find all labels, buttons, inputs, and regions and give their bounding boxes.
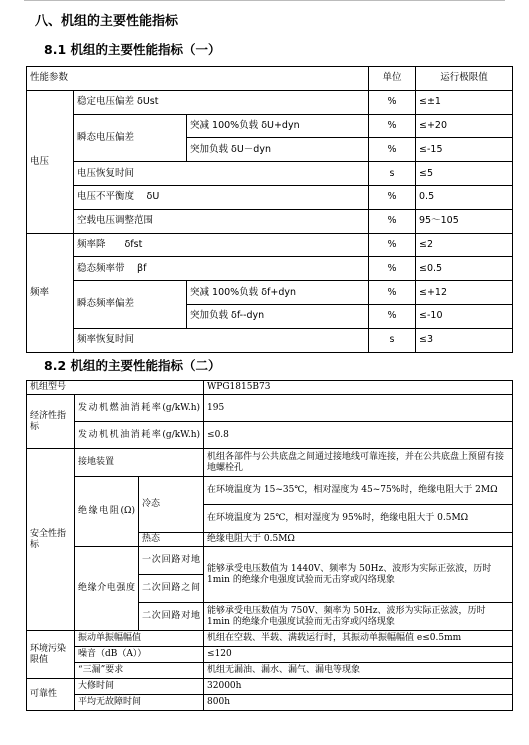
table-row [27,209,513,233]
value-cell: ≤3 [416,328,513,352]
group-voltage: 电压 [27,90,74,233]
table-row [27,381,513,395]
value-cell: ≤2 [416,233,513,257]
fuel-label: 发动机燃油消耗率(g/kW.h) [75,395,204,422]
table-row [27,679,513,695]
table-row [27,695,513,711]
table-row [27,449,513,477]
safety-label: 安全性指标 [27,449,75,631]
param-cell: 瞬态电压偏差 [74,114,187,162]
table-row [27,90,513,114]
unit-cell: % [369,304,416,328]
overhaul-value: 32000h [204,679,513,695]
table-row [27,281,513,305]
value-cell: ≤-10 [416,304,513,328]
economy-label: 经济性指标 [27,395,75,449]
unit-cell: % [369,257,416,281]
chapter-heading: 八、机组的主要性能指标 [35,14,179,29]
unit-cell: % [369,209,416,233]
table-row [27,162,513,186]
leak-value: 机组无漏油、漏水、漏气、漏电等现象 [204,663,513,679]
circuit2-label: 二次回路之间 [139,575,204,603]
param-cell: 电压恢复时间 [74,162,369,186]
hot-value: 绝缘电阻大于 0.5MΩ [204,533,513,547]
value-cell: ≤+20 [416,114,513,138]
noise-label: 噪音（dB（A）） [75,647,204,663]
model-value: WPG1815B73 [204,381,513,395]
insulation-label: 绝缘电阻(Ω) [75,477,139,547]
overhaul-label: 大修时间 [75,679,204,695]
sub-param-cell: 突减 100%负载 δf+dyn [187,281,369,305]
table-row [27,185,513,209]
mtbf-value: 800h [204,695,513,711]
param-cell: 电压不平衡度 δU [74,185,369,209]
leak-label: “三漏”要求 [75,663,204,679]
fuel-value: 195 [204,395,513,422]
unit-cell: % [369,281,416,305]
value-cell: ≤0.5 [416,257,513,281]
cold-value-1: 在环境温度为 15~35℃，相对湿度为 45~75%时，绝缘电阻大于 2MΩ [204,477,513,505]
param-cell: 频率降 δfst [74,233,369,257]
hot-label: 热态 [139,533,204,547]
table-row [27,328,513,352]
table-row [27,422,513,449]
unit-cell: s [369,162,416,186]
param-cell: 稳态频率带 βf [74,257,369,281]
unit-cell: % [369,233,416,257]
value-cell: ≤+12 [416,281,513,305]
oil-label: 发动机机油消耗率(g/kW.h) [75,422,204,449]
section1-title: 8.1 机组的主要性能指标（一） [44,42,221,57]
value-cell: ≤5 [416,162,513,186]
section2-title: 8.2 机组的主要性能指标（二） [44,358,221,373]
table-row [27,663,513,679]
unit-cell: s [369,328,416,352]
value-cell: 95～105 [416,209,513,233]
header-value: 运行极限值 [416,67,513,91]
param-cell: 频率恢复时间 [74,328,369,352]
circuit2-value: 能够承受电压数值为 750V、频率为 50Hz、波形为实际正弦波，历时 1min 的绝缘介电强度试验而无击穿或闪络现象 [204,603,513,631]
unit-cell: % [369,114,416,138]
circuit2b-label: 二次回路对地 [139,603,204,631]
unit-cell: % [369,90,416,114]
ground-value: 机组各部件与公共底盘之间通过接地线可靠连接，并在公共底盘上预留有接地螺栓孔 [204,449,513,477]
performance-table-2 [26,380,513,711]
ground-label: 接地装置 [75,449,204,477]
table-row [27,257,513,281]
group-frequency: 频率 [27,233,74,352]
noise-value: ≤120 [204,647,513,663]
table-row [27,233,513,257]
sub-param-cell: 突加负载 δU－dyn [187,138,369,162]
circuit1-value: 能够承受电压数值为 1440V、频率为 50Hz、波形为实际正弦波，历时 1min 的绝缘介电强度试验而无击穿或闪络现象 [204,547,513,603]
unit-cell: % [369,138,416,162]
sub-param-cell: 突加负载 δf--dyn [187,304,369,328]
cold-label: 冷态 [139,477,204,533]
top-rule [24,0,505,3]
env-label: 环境污染限值 [27,631,75,679]
performance-table-1 [26,66,513,353]
sub-param-cell: 突减 100%负载 δU+dyn [187,114,369,138]
table-row [27,547,513,575]
model-label: 机组型号 [27,381,204,395]
circuit1-label: 一次回路对地 [139,547,204,575]
value-cell: 0.5 [416,185,513,209]
vib-label: 振动单振幅幅值 [75,631,204,647]
table-row [27,631,513,647]
header-param: 性能参数 [27,67,369,91]
param-cell: 稳定电压偏差 δUst [74,90,369,114]
table-row [27,477,513,505]
param-cell: 空载电压调整范围 [74,209,369,233]
mtbf-label: 平均无故障时间 [75,695,204,711]
header-unit: 单位 [369,67,416,91]
value-cell: ≤±1 [416,90,513,114]
dielectric-label: 绝缘介电强度 [75,547,139,631]
cold-value-2: 在环境温度为 25℃，相对湿度为 95%时，绝缘电阻大于 0.5MΩ [204,505,513,533]
vib-value: 机组在空载、半载、满载运行时，其振动单振幅幅值 e≤0.5mm [204,631,513,647]
unit-cell: % [369,185,416,209]
oil-value: ≤0.8 [204,422,513,449]
reliability-label: 可靠性 [27,679,75,711]
table-row [27,395,513,422]
param-cell: 瞬态频率偏差 [74,281,187,329]
value-cell: ≤-15 [416,138,513,162]
table-header-row [27,67,513,91]
table-row [27,647,513,663]
table-row [27,114,513,138]
